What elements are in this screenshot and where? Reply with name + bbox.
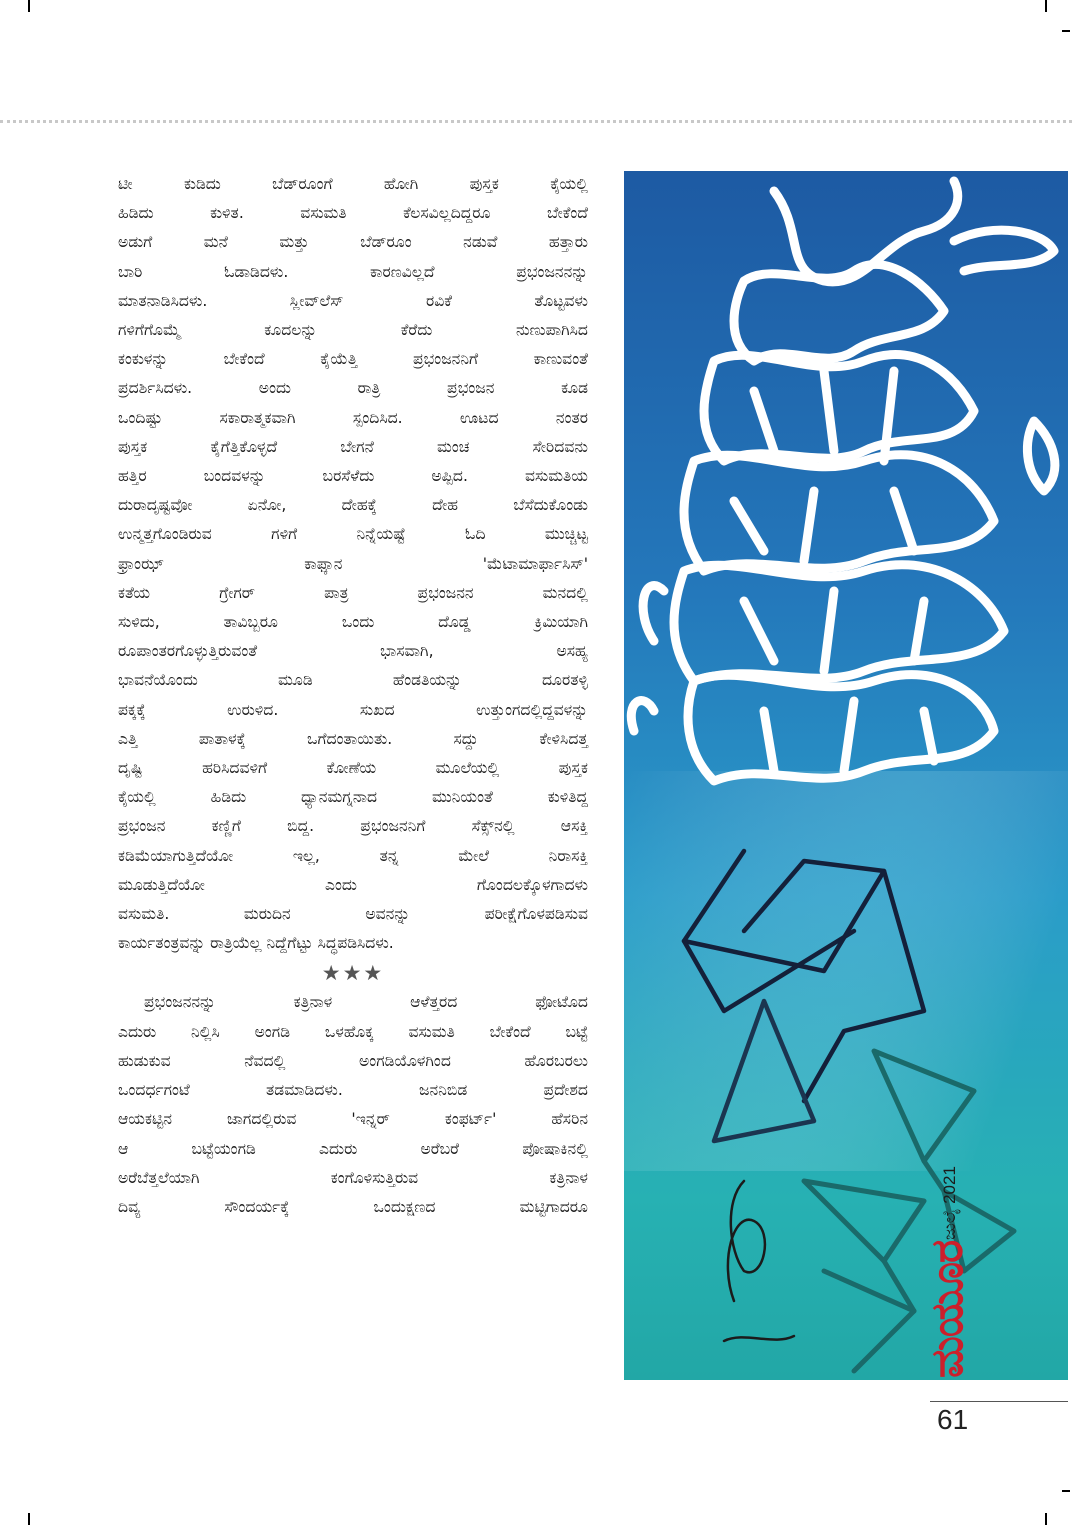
crop-mark-top-left — [28, 0, 30, 12]
article-line: ಒಂದರ್ಧಗಂಟೆ ತಡಮಾಡಿದಳು. ಜನನಿಬಿಡ ಪ್ರದೇಶದ — [118, 1081, 588, 1100]
article-line: ಎದುರು ನಿಲ್ಲಿಸಿ ಅಂಗಡಿ ಒಳಹೊಕ್ಕ ವಸುಮತಿ ಬೇಕೆಂದೆ ಬಟ್ಟೆ — [118, 1022, 588, 1041]
article-line: ಮಾತನಾಡಿಸಿದಳು. ಸ್ಲೀವ್‌ಲೆಸ್ ರವಿಕೆ ತೊಟ್ಟವಳು — [118, 291, 588, 310]
page-number: 61 — [937, 1404, 969, 1435]
article-paragraph-1 — [118, 170, 588, 958]
article-line: ಅರೆಬೆತ್ತಲೆಯಾಗಿ ಕಂಗೊಳಿಸುತ್ತಿರುವ ಕತ್ರಿನಾಳ — [118, 1168, 588, 1187]
article-line: ಬಾರಿ ಓಡಾಡಿದಳು. ಕಾರಣವಿಲ್ಲದೆ ಪ್ರಭಂಜನನನ್ನು — [118, 262, 588, 281]
article-line: ಭಾವನೆಯೊಂದು ಮೂಡಿ ಹೆಂಡತಿಯನ್ನು ದೂರತಳ್ಳಿ — [118, 671, 588, 690]
article-line: ಎತ್ತಿ ಪಾತಾಳಕ್ಕೆ ಒಗೆದಂತಾಯಿತು. ಸದ್ದು ಕೇಳಿಸಿದತ್ತ — [118, 729, 588, 748]
article-line: ಒಂದಿಷ್ಟು ಸಕಾರಾತ್ಮಕವಾಗಿ ಸ್ಪಂದಿಸಿದ. ಊಟದ ನಂತರ — [118, 408, 588, 427]
magazine-masthead: ಮಯೂರ — [922, 1240, 973, 1378]
article-line: ಸುಳಿದು, ತಾವಿಬ್ಬರೂ ಒಂದು ದೊಡ್ಡ ಕ್ರಿಮಿಯಾಗಿ — [118, 613, 588, 632]
header-dotted-rule — [0, 120, 1072, 123]
article-line: ಪ್ರಭಂಜನ ಕಣ್ಣಿಗೆ ಬಿದ್ದ. ಪ್ರಭಂಜನನಿಗೆ ಸೆಕ್ಸ್‌ನಲ್ಲಿ ಆಸಕ್ತಿ — [118, 817, 588, 836]
issue-date: ಜುಲೈ 2021 — [940, 1166, 959, 1240]
article-line: ವಸುಮತಿ. ಮರುದಿನ ಅವನನ್ನು ಪರೀಕ್ಷೆಗೊಳಪಡಿಸುವ — [118, 905, 588, 924]
crop-mark-top-right — [1045, 0, 1047, 12]
article-line: ಕೈಯಲ್ಲಿ ಹಿಡಿದು ಧ್ಯಾನಮಗ್ನನಾದ ಮುನಿಯಂತೆ ಕುಳಿತಿದ್ದ — [118, 788, 588, 807]
section-separator: ★★★ — [321, 961, 385, 986]
article-line: ದುರಾದೃಷ್ಟವೋ ಏನೋ, ದೇಹಕ್ಕೆ ದೇಹ ಬೆಸೆದುಕೊಂಡು — [118, 496, 588, 515]
article-line: ದಿವ್ಯ ಸೌಂದರ್ಯಕ್ಕೆ ಒಂದುಕ್ಷಣದ ಮಟ್ಟಿಗಾದರೂ — [118, 1197, 588, 1216]
article-body — [118, 170, 588, 1222]
article-line: ಕಡಿಮೆಯಾಗುತ್ತಿದೆಯೋ ಇಲ್ಲ, ತನ್ನ ಮೇಲೆ ನಿರಾಸಕ್ತಿ — [118, 846, 588, 865]
article-line: ಪಕ್ಕಕ್ಕೆ ಉರುಳಿದ. ಸುಖದ ಉತ್ತುಂಗದಲ್ಲಿದ್ದವಳನ್ನು — [118, 700, 588, 719]
article-line: ಟೀ ಕುಡಿದು ಬೆಡ್‌ರೂಂಗೆ ಹೋಗಿ ಪುಸ್ತಕ ಕೈಯಲ್ಲಿ — [118, 175, 588, 193]
article-paragraph-2 — [118, 988, 588, 1222]
article-line: ಫ್ರಾಂಝ್ ಕಾಫ್ಕಾನ 'ಮೆಟಾಮಾರ್ಫಾಸಿಸ್' — [118, 554, 588, 573]
article-line: ಪ್ರಭಂಜನನನ್ನು ಕತ್ರಿನಾಳ ಆಳೆತ್ತರದ ಫೋಟೊದ — [144, 993, 588, 1012]
article-line: ಹತ್ತಿರ ಬಂದವಳನ್ನು ಬರಸೆಳೆದು ಅಪ್ಪಿದ. ವಸುಮತಿಯ — [118, 467, 588, 486]
article-line: ಗಳಿಗೆಗೊಮ್ಮೆ ಕೂದಲನ್ನು ಕೆರೆದು ನುಣುಪಾಗಿಸಿದ — [118, 321, 588, 340]
article-line: ದೃಷ್ಟಿ ಹರಿಸಿದವಳಿಗೆ ಕೋಣೆಯ ಮೂಲೆಯಲ್ಲಿ ಪುಸ್ತಕ — [118, 759, 588, 778]
article-line: ಆ ಬಟ್ಟೆಯಂಗಡಿ ಎದುರು ಅರೆಬರೆ ಪೋಷಾಕಿನಲ್ಲಿ — [118, 1139, 588, 1158]
article-line: ರೂಪಾಂತರಗೊಳ್ಳುತ್ತಿರುವಂತೆ ಭಾಸವಾಗಿ, ಅಸಹ್ಯ — [118, 642, 588, 661]
crop-mark-bottom-right — [1045, 1513, 1047, 1525]
article-line: ಮೂಡುತ್ತಿದೆಯೋ ಎಂದು ಗೊಂದಲಕ್ಕೊಳಗಾದಳು — [118, 875, 588, 894]
article-line: ಕತೆಯ ಗ್ರೇಗರ್ ಪಾತ್ರ ಪ್ರಭಂಜನನ ಮನದಲ್ಲಿ — [118, 583, 588, 602]
illustration-artwork — [624, 171, 1068, 1380]
article-line: ಕಾರ್ಯತಂತ್ರವನ್ನು ರಾತ್ರಿಯೆಲ್ಲ ನಿದ್ದೆಗೆಟ್ಟು ಸಿದ್ಧಪಡಿಸಿದಳು. — [118, 934, 394, 953]
article-line: ಪ್ರದರ್ಶಿಸಿದಳು. ಅಂದು ರಾತ್ರಿ ಪ್ರಭಂಜನ ಕೂಡ — [118, 379, 588, 398]
article-line: ಪುಸ್ತಕ ಕೈಗೆತ್ತಿಕೊಳ್ಳದೆ ಬೇಗನೆ ಮಂಚ ಸೇರಿದವನು — [118, 437, 588, 456]
article-line: ಹುಡುಕುವ ನೆವದಲ್ಲಿ ಅಂಗಡಿಯೊಳಗಿಂದ ಹೊರಬರಲು — [118, 1051, 588, 1070]
article-line: ಅಡುಗೆ ಮನೆ ಮತ್ತು ಬೆಡ್‌ರೂಂ ನಡುವೆ ಹತ್ತಾರು — [118, 233, 588, 252]
crop-mark-bottom-left — [28, 1513, 30, 1525]
crop-mark-right-upper — [1062, 30, 1070, 32]
article-line: ಕಂಕುಳನ್ನು ಬೇಕೆಂದೆ ಕೈಯೆತ್ತಿ ಪ್ರಭಂಜನನಿಗೆ ಕಾಣುವಂತೆ — [118, 350, 588, 369]
page-number-rule — [930, 1401, 1068, 1402]
article-line: ಹಿಡಿದು ಕುಳಿತ. ವಸುಮತಿ ಕೆಲಸವಿಲ್ಲದಿದ್ದರೂ ಬೇಕೆಂದೆ — [118, 204, 588, 223]
article-line: ಉನ್ಮತ್ತಗೊಂಡಿರುವ ಗಳಿಗೆ ನಿನ್ನೆಯಷ್ಟೆ ಓದಿ ಮುಚ್ಚಿಟ್ಟ — [118, 525, 588, 544]
article-line: ಆಯಕಟ್ಟಿನ ಜಾಗದಲ್ಲಿರುವ 'ಇನ್ನರ್ ಕಂಫರ್ಟ್' ಹೆಸರಿನ — [118, 1110, 588, 1129]
crop-mark-right-lower — [1062, 1490, 1070, 1492]
